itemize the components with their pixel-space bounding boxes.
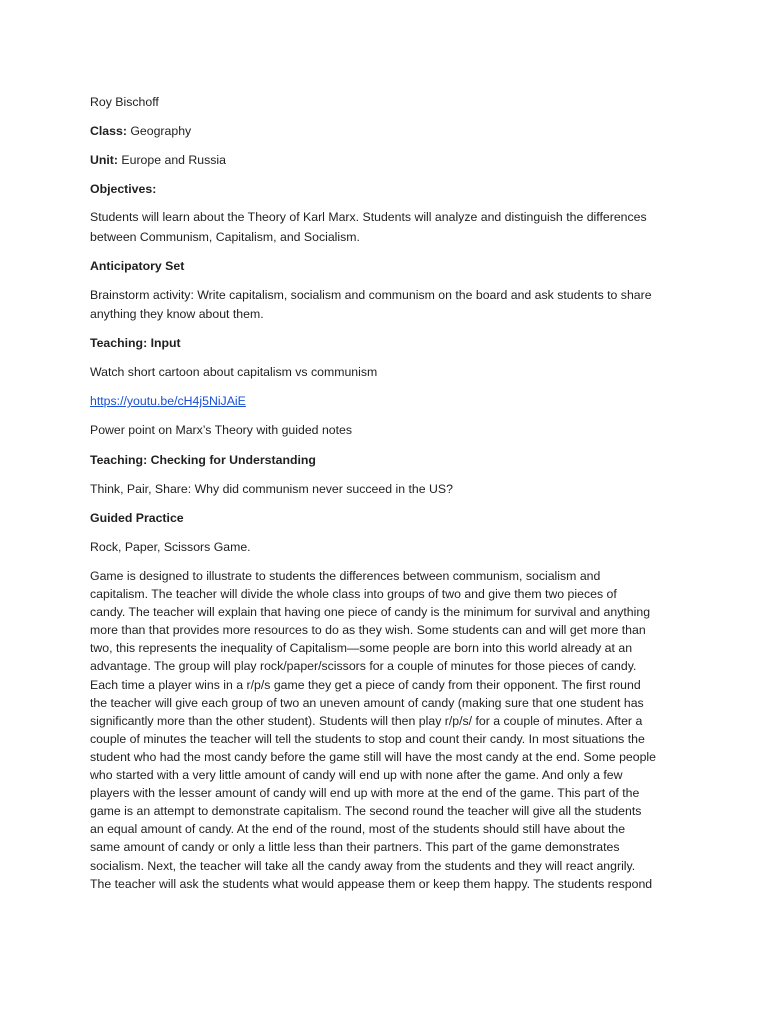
- game-line: an equal amount of candy. At the end of the round, most of the students should still have about the: [90, 822, 626, 837]
- objectives-line-2: between Communism, Capitalism, and Socialism.: [90, 230, 360, 244]
- game-line: same amount of candy or only a little less than their partners. This part of the game demonstrates: [90, 840, 620, 855]
- game-line: socialism. Next, the teacher will take all the candy away from the students and they will react angrily.: [90, 858, 636, 873]
- game-line: candy. The teacher will explain that having one piece of candy is the minimum for survival and anything: [90, 605, 651, 620]
- game-line: Game is designed to illustrate to students the differences between communism, socialism and: [90, 569, 601, 583]
- brainstorm-line-1: Brainstorm activity: Write capitalism, socialism and communism on the board and ask students to share: [90, 288, 652, 302]
- game-line: advantage. The group will play rock/paper/scissors for a couple of minutes for those pieces of candy.: [90, 659, 637, 674]
- class-label: Class:: [90, 124, 127, 138]
- brainstorm-line-2: anything they know about them.: [90, 307, 264, 321]
- game-line: who started with a very little amount of candy will end up with none after the game. And only a few: [90, 768, 623, 783]
- game-title: Rock, Paper, Scissors Game.: [90, 540, 251, 554]
- game-line: capitalism. The teacher will divide the whole class into groups of two and give them two pieces of: [90, 587, 617, 602]
- unit-value: Europe and Russia: [118, 153, 227, 167]
- game-line: two, this represents the inequality of Capitalism—some people are born into this world already at an: [90, 641, 633, 656]
- game-line: The teacher will ask the students what would appease them or keep them happy. The students respond: [90, 876, 653, 891]
- objectives-line-1: Students will learn about the Theory of Karl Marx. Students will analyze and distinguish the differences: [90, 210, 647, 224]
- game-line: more than that provides more resources to do as they wish. Some students can and will get more than: [90, 623, 646, 638]
- author-name: Roy Bischoff: [90, 95, 159, 109]
- game-line: players with the lesser amount of candy will end up with more at the end of the game. This part of the: [90, 786, 640, 801]
- powerpoint-text: Power point on Marx’s Theory with guided notes: [90, 423, 353, 437]
- class-line: [90, 123, 191, 139]
- game-line: the teacher will give each group of two an uneven amount of candy (making sure that one student has: [90, 695, 644, 710]
- unit-line: [90, 152, 226, 168]
- cartoon-text: Watch short cartoon about capitalism vs communism: [90, 365, 378, 379]
- game-line: student who had the most candy before the game still will have the most candy at the end. Some people: [90, 749, 656, 764]
- think-pair-share-text: Think, Pair, Share: Why did communism never succeed in the US?: [90, 482, 453, 496]
- anticipatory-set-heading: Anticipatory Set: [90, 259, 185, 273]
- class-value: Geography: [126, 124, 192, 138]
- checking-understanding-heading: Teaching: Checking for Understanding: [90, 453, 316, 467]
- objectives-heading: Objectives:: [90, 182, 157, 196]
- game-line: game is an attempt to demonstrate capitalism. The second round the teacher will give all the students: [90, 804, 642, 819]
- guided-practice-heading: Guided Practice: [90, 511, 184, 525]
- game-line: significantly more than the other student). Students will then play r/p/s/ for a couple of minutes. After a: [90, 713, 643, 728]
- unit-label: Unit:: [90, 153, 118, 167]
- video-link[interactable]: https://youtu.be/cH4j5NiJAiE: [90, 394, 246, 408]
- game-description-paragraph: [90, 567, 690, 893]
- game-line: Each time a player wins in a r/p/s game they get a piece of candy from their opponent. The first round: [90, 677, 641, 692]
- teaching-input-heading: Teaching: Input: [90, 336, 181, 350]
- game-line: couple of minutes the teacher will tell the students to stop and count their candy. In most situations the: [90, 731, 645, 746]
